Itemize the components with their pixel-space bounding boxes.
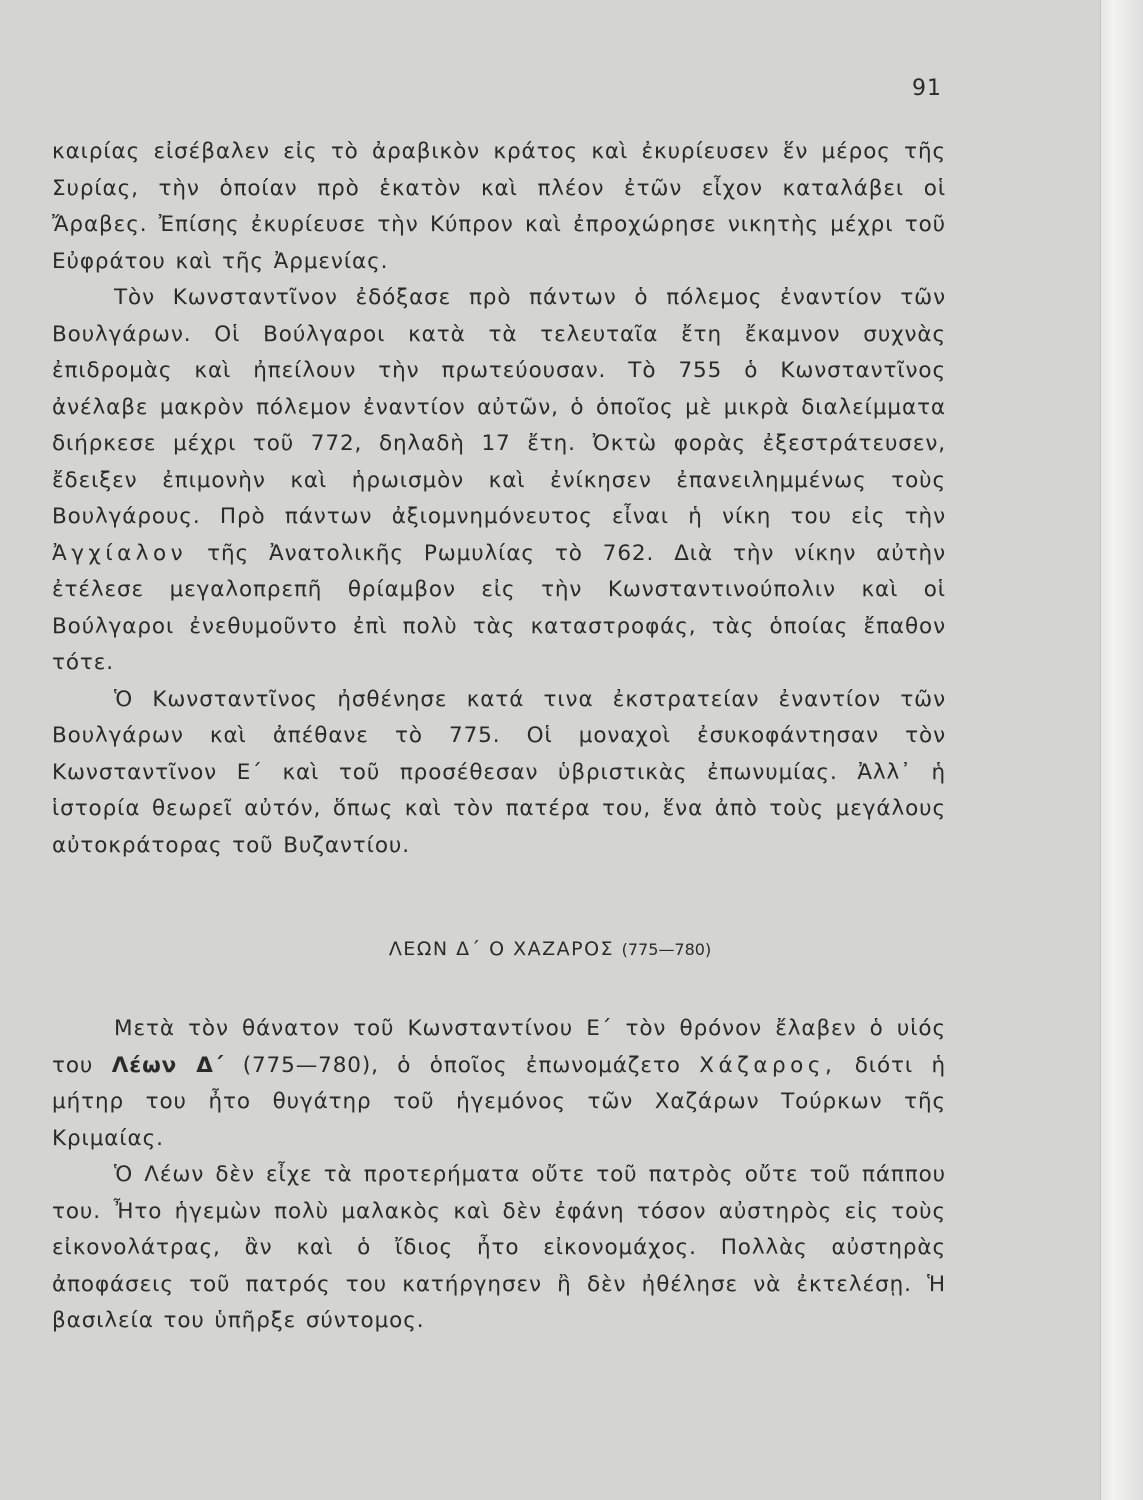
- leo-succession-middle: (775—780), ὁ ὁποῖος ἐπωνομάζετο: [242, 1052, 681, 1078]
- section-heading: [0, 938, 1100, 960]
- page-number: 91: [912, 76, 942, 101]
- leo-succession-text: Μετὰ τὸν θάνατον τοῦ Κωνσταντίνου Ε΄ τὸν θρόνον ἔλαβεν ὁ υἱός του: [52, 1016, 946, 1078]
- bulgarian-war-text-cont: τῆς Ἀνατολικῆς Ρωμυλίας τὸ 762. Διὰ τὴν νίκην αὐτὴν ἐτέλεσε μεγαλοπρεπῆ θρίαμβον εἰς τὴν Κωνσταντινούπολιν καὶ οἱ Βούλγαροι ἐνεθυμοῦντο ἐπὶ πολὺ τὰς καταστροφάς, τὰς ὁποίας ἔπαθον τότε.: [52, 540, 946, 675]
- section-heading-title: ΛΕΩΝ Δ΄ Ο ΧΑΖΑΡΟΣ: [388, 938, 615, 960]
- leo-succession-end: διότι ἡ μήτηρ του ἦτο θυγάτηρ τοῦ ἡγεμόνος τῶν Χαζάρων Τούρκων τῆς Κριμαίας.: [52, 1052, 946, 1151]
- paragraph-arab-campaign: καιρίας εἰσέβαλεν εἰς τὸ ἀραβικὸν κράτος καὶ ἐκυρίευσεν ἕν μέρος τῆς Συρίας, τὴν ὁποίαν πρὸ ἑκατὸν καὶ πλέον ἐτῶν εἶχον καταλάβει οἱ Ἄραβες. Ἐπίσης ἐκυρίευσε τὴν Κύπρον καὶ ἐπροχώρησε νικητὴς μέχρι τοῦ Εὐφράτου καὶ τῆς Ἀρμενίας.: [52, 139, 946, 274]
- leo-name: Λέων Δ΄: [111, 1052, 225, 1078]
- paragraph-leo-reign: Ὁ Λέων δὲν εἶχε τὰ προτερήματα οὔτε τοῦ πατρὸς οὔτε τοῦ πάππου του. Ἦτο ἡγεμὼν πολὺ μαλακὸς καὶ δὲν ἐφάνη τόσον αὐστηρὸς εἰς τοὺς εἰκονολάτρας, ἂν καὶ ὁ ἴδιος ἦτο εἰκονομάχος. Πολλὰς αὐστηρὰς ἀποφάσεις τοῦ πατρός του κατήργησεν ἢ δὲν ἠθέλησε νὰ ἐκτελέσῃ. Ἡ βασιλεία του ὑπῆρξε σύντομος.: [52, 1162, 946, 1333]
- bulgarian-war-text: Τὸν Κωνσταντῖνον ἐδόξασε πρὸ πάντων ὁ πόλεμος ἐναντίον τῶν Βουλγάρων. Οἱ Βούλγαροι κατὰ τὰ τελευταῖα ἔτη ἔκαμνον συχνὰς ἐπιδρομὰς καὶ ἠπείλουν τὴν πρωτεύουσαν. Τὸ 755 ὁ Κωνσταντῖνος ἀνέλαβε μακρὸν πόλεμον ἐναντίον αὐτῶν, ὁ ὁποῖος μὲ μικρὰ διαλείμματα διήρκεσε μέχρι τοῦ 772, δηλαδὴ 17 ἔτη. Ὀκτὼ φορὰς ἐξεστράτευσεν, ἔδειξεν ἐπιμονὴν καὶ ἡρωισμὸν καὶ ἐνίκησεν ἐπανειλημμένως τοὺς Βουλγάρους. Πρὸ πάντων ἀξιομνημόνευτος εἶναι ἡ νίκη του εἰς τὴν: [52, 285, 946, 529]
- paragraph-leo-succession: [52, 1011, 946, 1157]
- paragraph-death-of-constantine: Ὁ Κωνσταντῖνος ἠσθένησε κατά τινα ἐκστρατείαν ἐναντίον τῶν Βουλγάρων καὶ ἀπέθανε τὸ 775. Οἱ μοναχοὶ ἐσυκοφάντησαν τὸν Κωνσταντῖνον Ε΄ καὶ τοῦ προσέθεσαν ὑβριστικὰς ἐπωνυμίας. Ἀλλ᾽ ἡ ἱστορία θεωρεῖ αὐτόν, ὅπως καὶ τὸν πατέρα του, ἕνα ἀπὸ τοὺς μεγάλους αὐτοκράτορας τοῦ Βυζαντίου.: [52, 686, 946, 858]
- anchialos-place-name: Ἀγχίαλον: [52, 540, 188, 566]
- paragraph-bulgarian-war: [52, 280, 946, 682]
- section-heading-dates: (775—780): [621, 940, 712, 959]
- section-constantine-text: [52, 134, 946, 864]
- khazar-epithet: Χάζαρος,: [699, 1052, 837, 1078]
- page-edge: [1100, 0, 1143, 1500]
- section-leo-text: [52, 1011, 946, 1340]
